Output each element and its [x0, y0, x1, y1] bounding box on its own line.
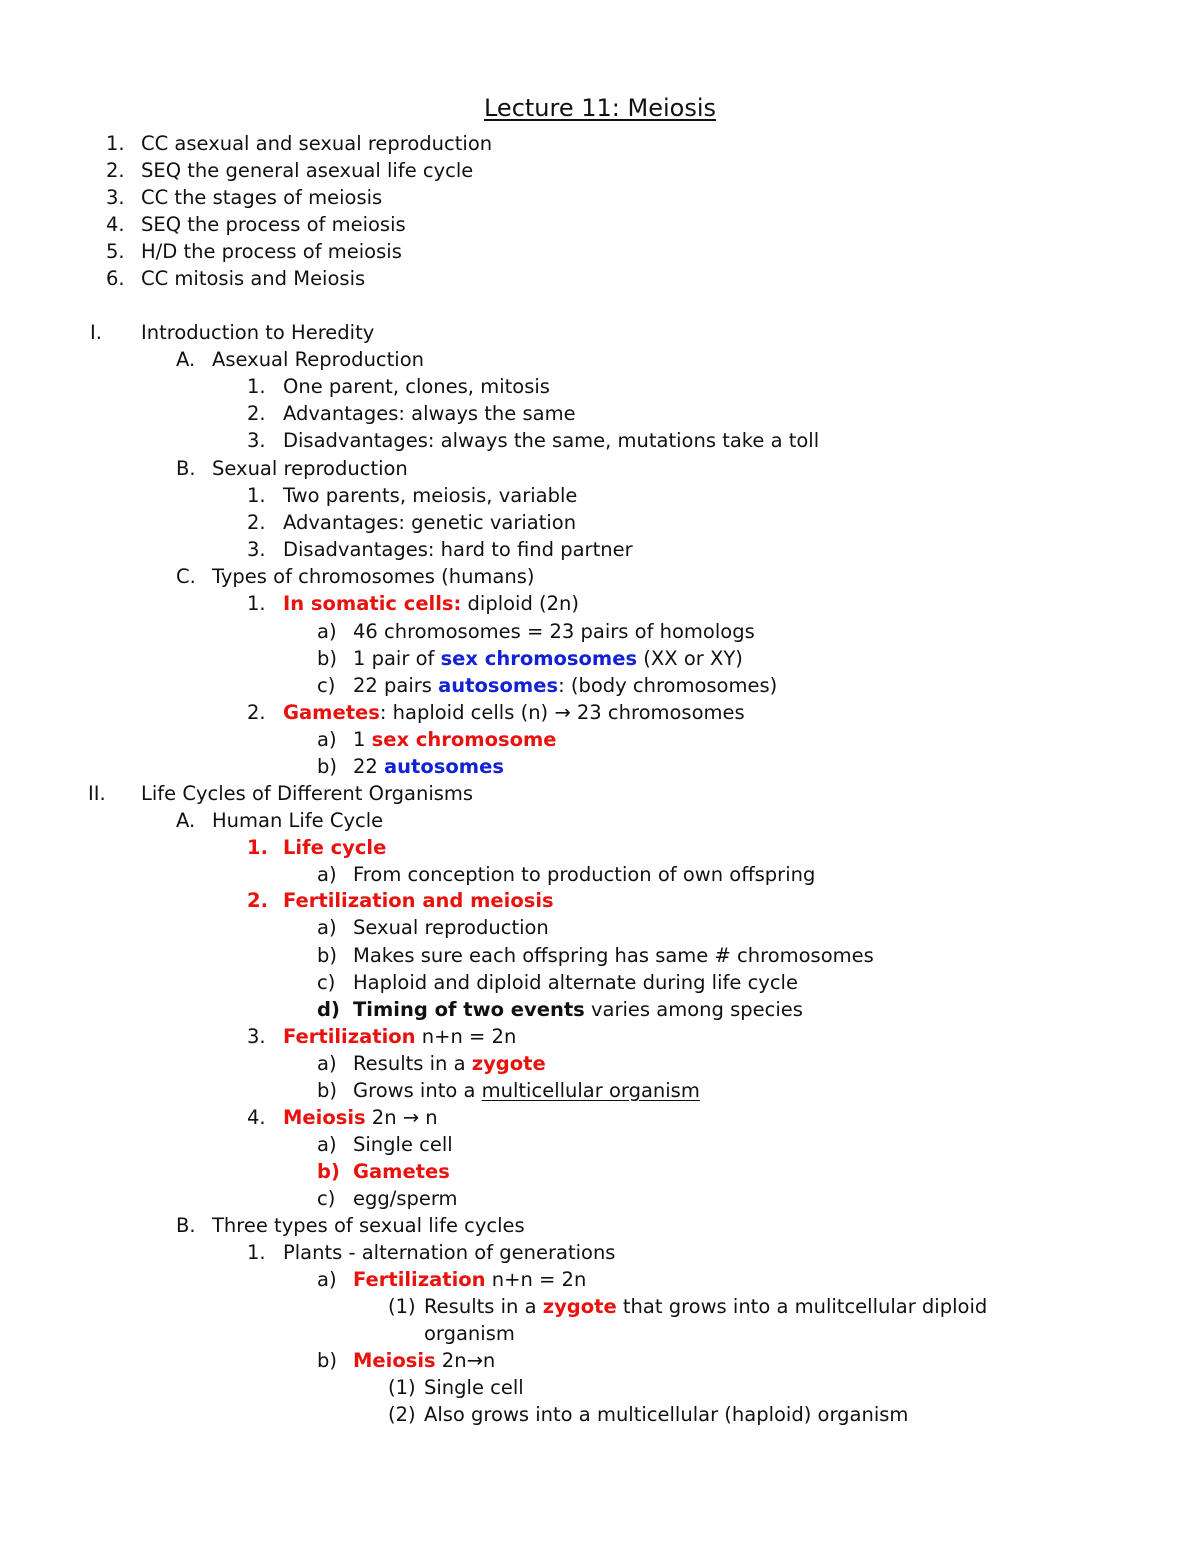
list-marker: a) — [317, 620, 337, 643]
key-term: Gametes — [283, 701, 380, 724]
list-marker: 4. — [106, 213, 125, 236]
subsection-title: Human Life Cycle — [212, 809, 384, 832]
list-marker: c) — [317, 971, 336, 994]
list-marker: 5. — [106, 240, 125, 263]
list-marker: b) — [317, 755, 337, 778]
item-text: 22 pairs autosomes: (body chromosomes) — [353, 674, 778, 697]
item-text: Disadvantages: hard to find partner — [283, 538, 633, 561]
list-marker: 2. — [247, 511, 266, 534]
list-marker: a) — [317, 1133, 337, 1156]
item-text: Single cell — [424, 1376, 524, 1399]
item-text: Fertilization n+n = 2n — [283, 1025, 517, 1048]
list-marker: d) — [317, 998, 340, 1021]
key-term: autosomes — [384, 755, 504, 778]
list-marker: 1. — [106, 132, 125, 155]
list-marker: 2. — [247, 701, 266, 724]
key-term: sex chromosomes — [440, 647, 638, 670]
list-marker: 3. — [106, 186, 125, 209]
key-term: autosomes — [438, 674, 559, 697]
item-text: Also grows into a multicellular (haploid) organism — [424, 1403, 909, 1426]
item-text: One parent, clones, mitosis — [283, 375, 550, 398]
key-term: Fertilization — [353, 1268, 486, 1291]
letter-marker: C. — [176, 565, 196, 588]
list-marker: 3. — [247, 429, 266, 452]
item-text: Advantages: genetic variation — [283, 511, 577, 534]
list-marker: b) — [317, 1160, 340, 1183]
item-text: organism — [424, 1322, 515, 1345]
list-marker: (1) — [388, 1295, 416, 1318]
objective-text: SEQ the general asexual life cycle — [141, 159, 474, 182]
item-text: Plants - alternation of generations — [283, 1241, 616, 1264]
objective-text: H/D the process of meiosis — [141, 240, 402, 263]
list-marker: a) — [317, 863, 337, 886]
letter-marker: B. — [176, 457, 196, 480]
item-text: Results in a zygote that grows into a mulitcellular diploid — [424, 1295, 988, 1318]
list-marker: 2. — [247, 402, 266, 425]
letter-marker: A. — [176, 809, 196, 832]
subsection-title: Sexual reproduction — [212, 457, 408, 480]
section-title: Life Cycles of Different Organisms — [141, 782, 474, 805]
underlined-term: multicellular organism — [481, 1079, 700, 1102]
item-text: Haploid and diploid alternate during life cycle — [353, 971, 798, 994]
list-marker: 3. — [247, 1025, 266, 1048]
item-text: In somatic cells: diploid (2n) — [283, 592, 580, 615]
subsection-title: Types of chromosomes (humans) — [212, 565, 535, 588]
objective-text: CC mitosis and Meiosis — [141, 267, 366, 290]
letter-marker: B. — [176, 1214, 196, 1237]
list-marker: b) — [317, 1079, 337, 1102]
key-term: In somatic cells: — [283, 592, 462, 615]
item-text: Results in a zygote — [353, 1052, 546, 1075]
item-text: 1 pair of sex chromosomes (XX or XY) — [353, 647, 743, 670]
list-marker: 6. — [106, 267, 125, 290]
item-text: Gametes: haploid cells (n) → 23 chromosomes — [283, 701, 745, 724]
list-marker: a) — [317, 1268, 337, 1291]
list-marker: b) — [317, 647, 337, 670]
bold-term: Timing of two events — [353, 998, 585, 1021]
objective-text: CC the stages of meiosis — [141, 186, 383, 209]
list-marker: c) — [317, 674, 336, 697]
list-marker: 3. — [247, 538, 266, 561]
key-term: Fertilization — [283, 1025, 416, 1048]
key-term: Fertilization and meiosis — [283, 889, 554, 912]
item-text: 1 sex chromosome — [353, 728, 557, 751]
item-text: Timing of two events varies among species — [353, 998, 803, 1021]
objective-text: CC asexual and sexual reproduction — [141, 132, 493, 155]
key-term: Life cycle — [283, 836, 387, 859]
item-text: 46 chromosomes = 23 pairs of homologs — [353, 620, 755, 643]
letter-marker: A. — [176, 348, 196, 371]
item-text: Makes sure each offspring has same # chromosomes — [353, 944, 874, 967]
list-marker: a) — [317, 916, 337, 939]
key-term: zygote — [542, 1295, 617, 1318]
list-marker: 1. — [247, 836, 268, 859]
list-marker: 1. — [247, 484, 266, 507]
list-marker: (2) — [388, 1403, 416, 1426]
list-marker: (1) — [388, 1376, 416, 1399]
item-text: Disadvantages: always the same, mutations take a toll — [283, 429, 820, 452]
list-marker: 2. — [247, 889, 268, 912]
item-text: Advantages: always the same — [283, 402, 576, 425]
list-marker: 1. — [247, 592, 266, 615]
item-text: Meiosis 2n→n — [353, 1349, 496, 1372]
item-text: Two parents, meiosis, variable — [283, 484, 578, 507]
key-term: sex chromosome — [371, 728, 557, 751]
list-marker: a) — [317, 728, 337, 751]
subsection-title: Three types of sexual life cycles — [212, 1214, 525, 1237]
list-marker: 1. — [247, 1241, 266, 1264]
roman-marker: II. — [88, 782, 106, 805]
item-text: egg/sperm — [353, 1187, 458, 1210]
list-marker: 2. — [106, 159, 125, 182]
objective-text: SEQ the process of meiosis — [141, 213, 406, 236]
item-text: Single cell — [353, 1133, 453, 1156]
key-term: zygote — [471, 1052, 546, 1075]
page-title: Lecture 11: Meiosis — [483, 94, 717, 122]
item-text: Fertilization n+n = 2n — [353, 1268, 587, 1291]
key-term: Gametes — [353, 1160, 450, 1183]
section-title: Introduction to Heredity — [141, 321, 375, 344]
list-marker: b) — [317, 1349, 337, 1372]
list-marker: 1. — [247, 375, 266, 398]
item-text: 22 autosomes — [353, 755, 504, 778]
item-text: Sexual reproduction — [353, 916, 549, 939]
key-term: Meiosis — [353, 1349, 436, 1372]
item-text: Meiosis 2n → n — [283, 1106, 438, 1129]
list-marker: a) — [317, 1052, 337, 1075]
item-text: From conception to production of own offspring — [353, 863, 816, 886]
list-marker: c) — [317, 1187, 336, 1210]
subsection-title: Asexual Reproduction — [212, 348, 424, 371]
list-marker: b) — [317, 944, 337, 967]
key-term: Meiosis — [283, 1106, 366, 1129]
roman-marker: I. — [90, 321, 102, 344]
item-text: Grows into a multicellular organism — [353, 1079, 700, 1102]
list-marker: 4. — [247, 1106, 266, 1129]
